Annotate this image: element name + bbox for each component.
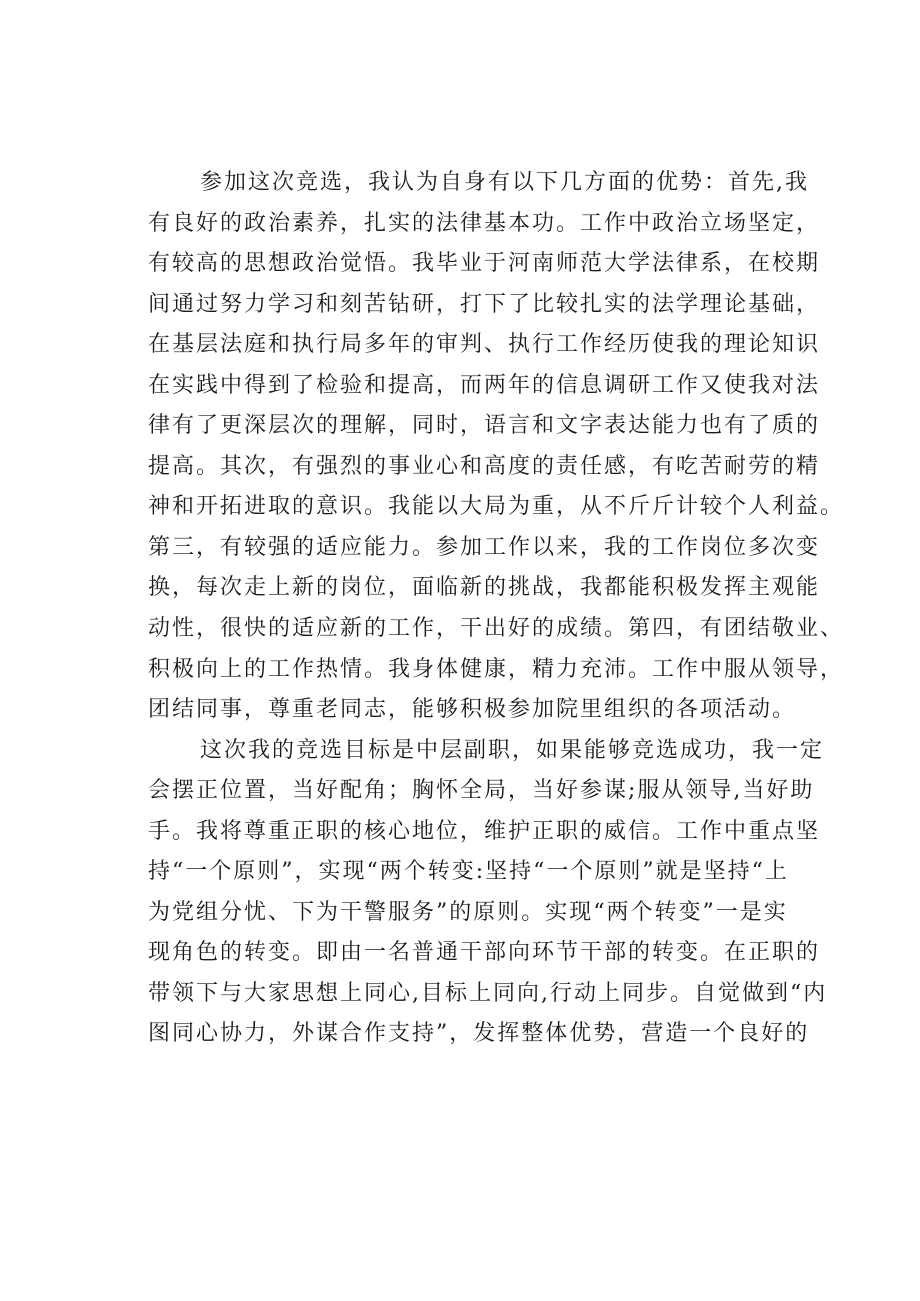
paragraph-2: [148, 731, 828, 1055]
text-line: 图同心协力，外谋合作支持”，发挥整体优势，营造一个良好的: [148, 1021, 810, 1047]
text-line: 在基层法庭和执行局多年的审判、执行工作经历使我的理论知识: [148, 332, 821, 358]
text-line: 间通过努力学习和刻苦钻研，打下了比较扎实的法学理论基础，: [148, 291, 821, 317]
paragraph-1: [148, 163, 845, 731]
text-line: 手。我将尊重正职的核心地位，维护正职的威信。工作中重点坚: [148, 818, 821, 844]
text-line: 神和开拓进取的意识。我能以大局为重，从不斤斤计较个人利益。: [148, 494, 845, 520]
document-body: [148, 163, 845, 1055]
text-line: 这次我的竞选目标是中层副职，如果能够竞选成功，我一定: [200, 737, 825, 763]
text-line: 律有了更深层次的理解，同时，语言和文字表达能力也有了质的: [148, 413, 821, 439]
text-line: 有较高的思想政治觉悟。我毕业于河南师范大学法律系，在校期: [148, 251, 821, 277]
text-line: 会摆正位置，当好配角；胸怀全局，当好参谋;服从领导,当好助: [148, 778, 815, 804]
text-line: 团结同事，尊重老同志，能够积极参加院里组织的各项活动。: [148, 697, 797, 723]
text-line: 动性，很快的适应新的工作，干出好的成绩。第四，有团结敬业、: [148, 616, 845, 642]
text-line: 第三，有较强的适应能力。参加工作以来，我的工作岗位多次变: [148, 534, 821, 560]
text-line: 为党组分忧、下为干警服务”的原则。实现“两个转变”一是实: [148, 899, 788, 925]
text-line: 积极向上的工作热情。我身体健康，精力充沛。工作中服从领导，: [148, 656, 845, 682]
text-line: 参加这次竞选，我认为自身有以下几方面的优势：首先,我: [200, 170, 809, 195]
text-line: 在实践中得到了检验和提高，而两年的信息调研工作又使我对法: [148, 372, 821, 398]
text-line: 提高。其次，有强烈的事业心和高度的责任感，有吃苦耐劳的精: [148, 453, 821, 479]
text-line: 现角色的转变。即由一名普通干部向环节干部的转变。在正职的: [148, 940, 821, 966]
text-line: 换，每次走上新的岗位，面临新的挑战，我都能积极发挥主观能: [148, 575, 821, 601]
text-line: 持“一个原则”，实现“两个转变:坚持“一个原则”就是坚持“上: [148, 859, 789, 885]
text-line: 带领下与大家思想上同心,目标上同向,行动上同步。自觉做到“内: [148, 980, 828, 1006]
text-line: 有良好的政治素养，扎实的法律基本功。工作中政治立场坚定，: [148, 210, 821, 236]
